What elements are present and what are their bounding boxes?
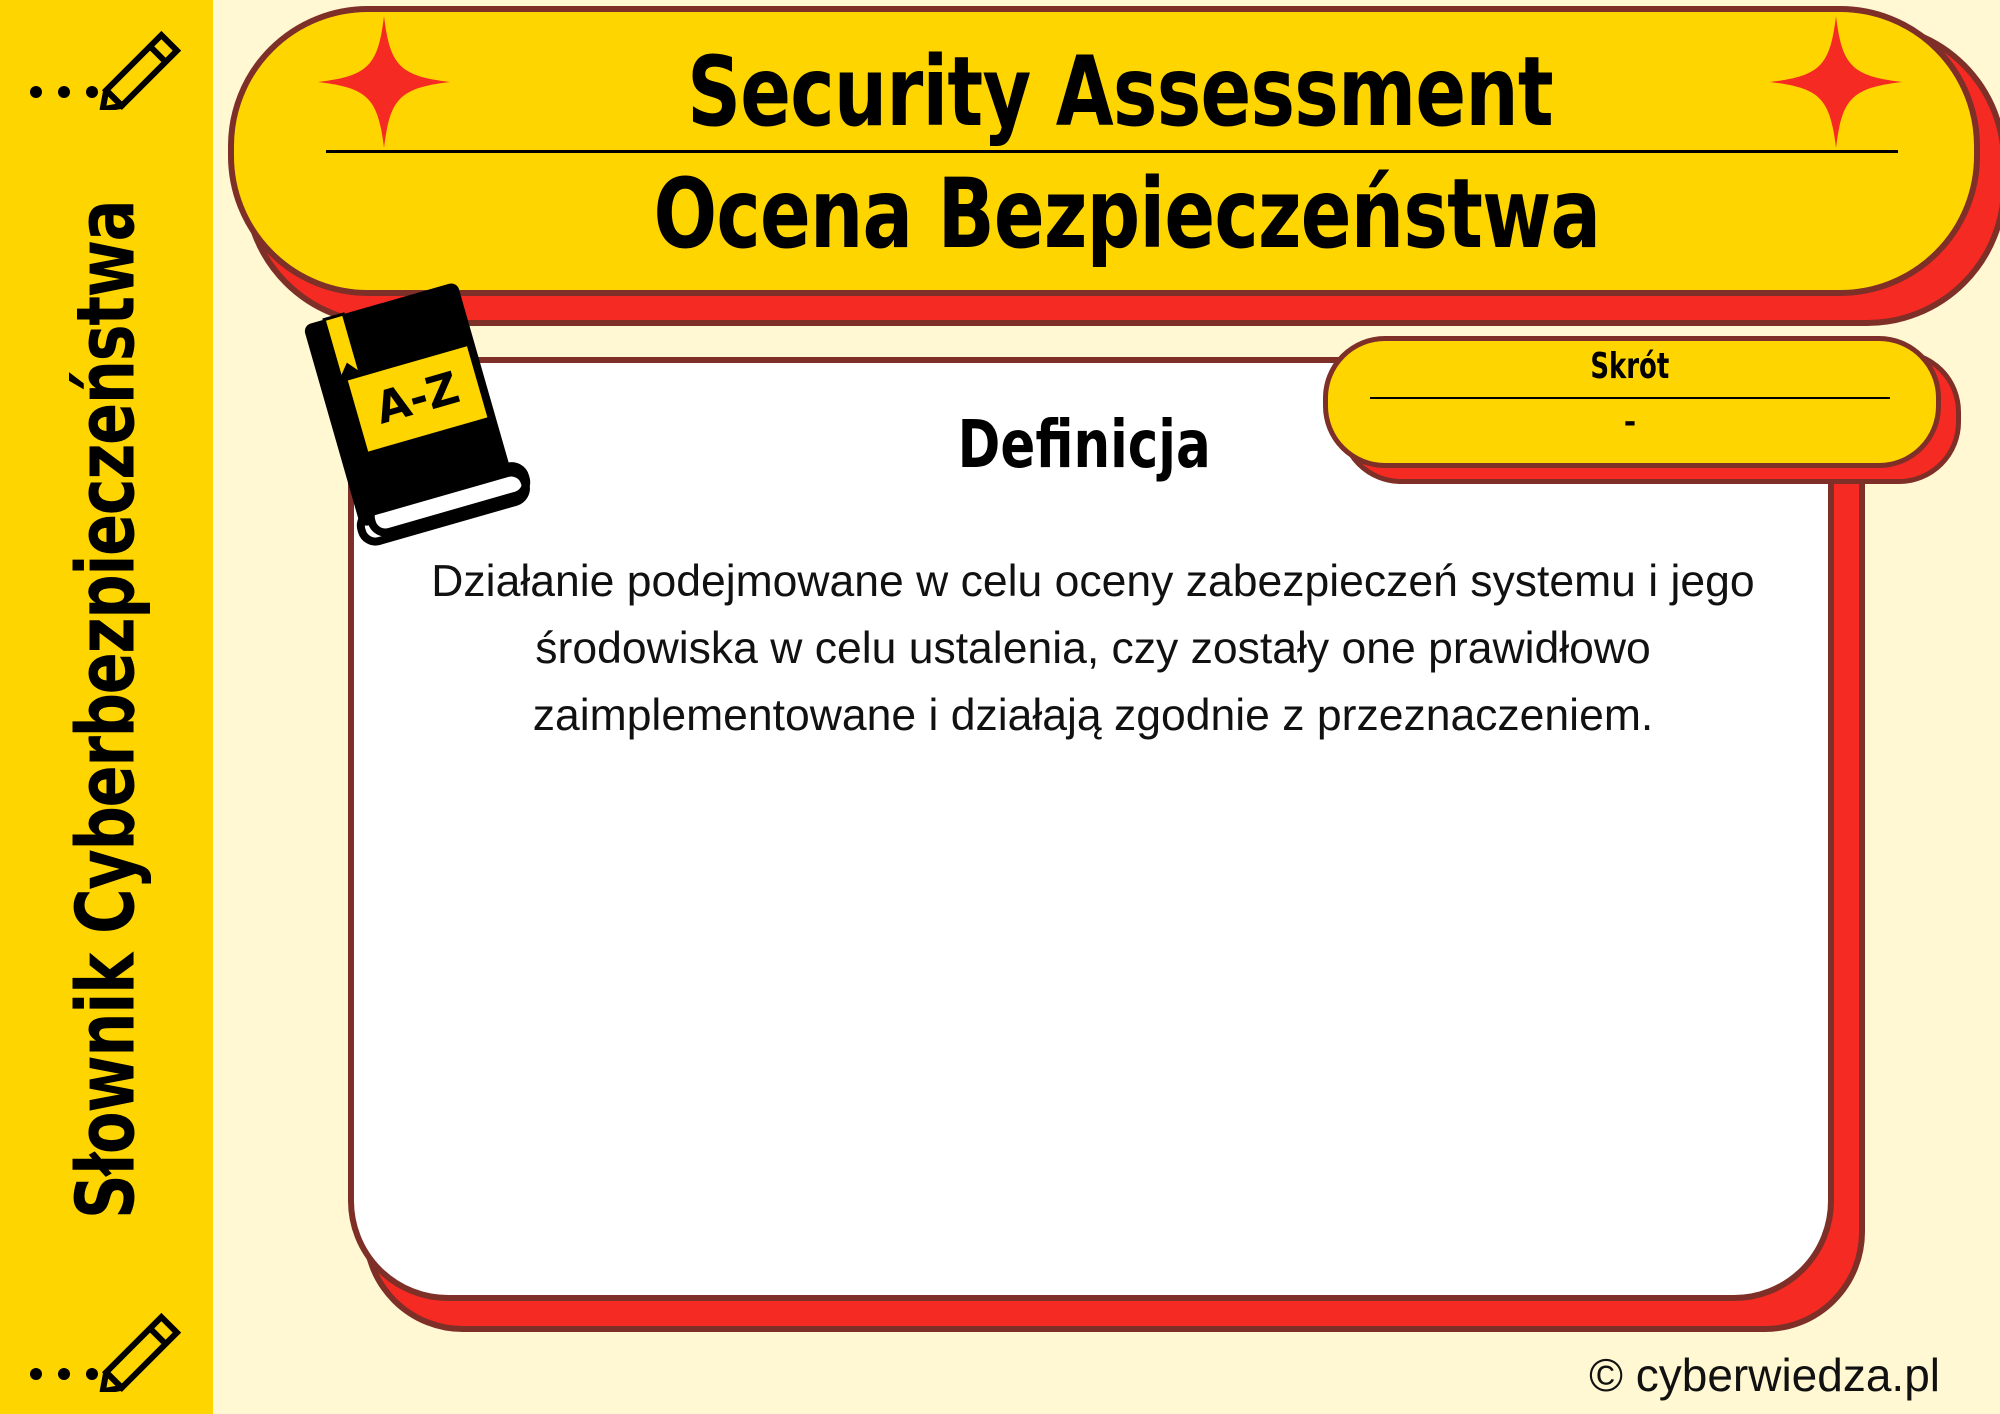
title-polish: Ocena Bezpieczeństwa — [653, 158, 1601, 270]
book-icon — [290, 268, 540, 548]
sidebar — [0, 0, 213, 1414]
definition-card — [348, 357, 1834, 1301]
title-divider — [326, 150, 1898, 153]
card-heading: Definicja — [957, 406, 1211, 483]
star-icon — [318, 16, 450, 148]
abbreviation-divider — [1370, 397, 1890, 399]
title-english: Security Assessment — [687, 36, 1553, 148]
abbreviation-value: - — [1623, 405, 1637, 440]
book-label: A-Z — [369, 362, 465, 435]
definition-text: Działanie podejmowane w celu oceny zabezpieczeń systemu i jego środowiska w celu ustalenia, czy zostały one prawidłowo zaimplementowane i działają zgodnie z przeznaczeniem. — [431, 557, 1755, 740]
footer-copyright: © cyberwiedza.pl — [1589, 1349, 1940, 1401]
abbreviation-label: Skrót — [1590, 346, 1670, 387]
star-icon — [1770, 16, 1902, 148]
sidebar-title: Słownik Cyberbezpieczeństwa — [59, 200, 153, 1220]
dots-pencil-icon — [24, 1302, 194, 1392]
